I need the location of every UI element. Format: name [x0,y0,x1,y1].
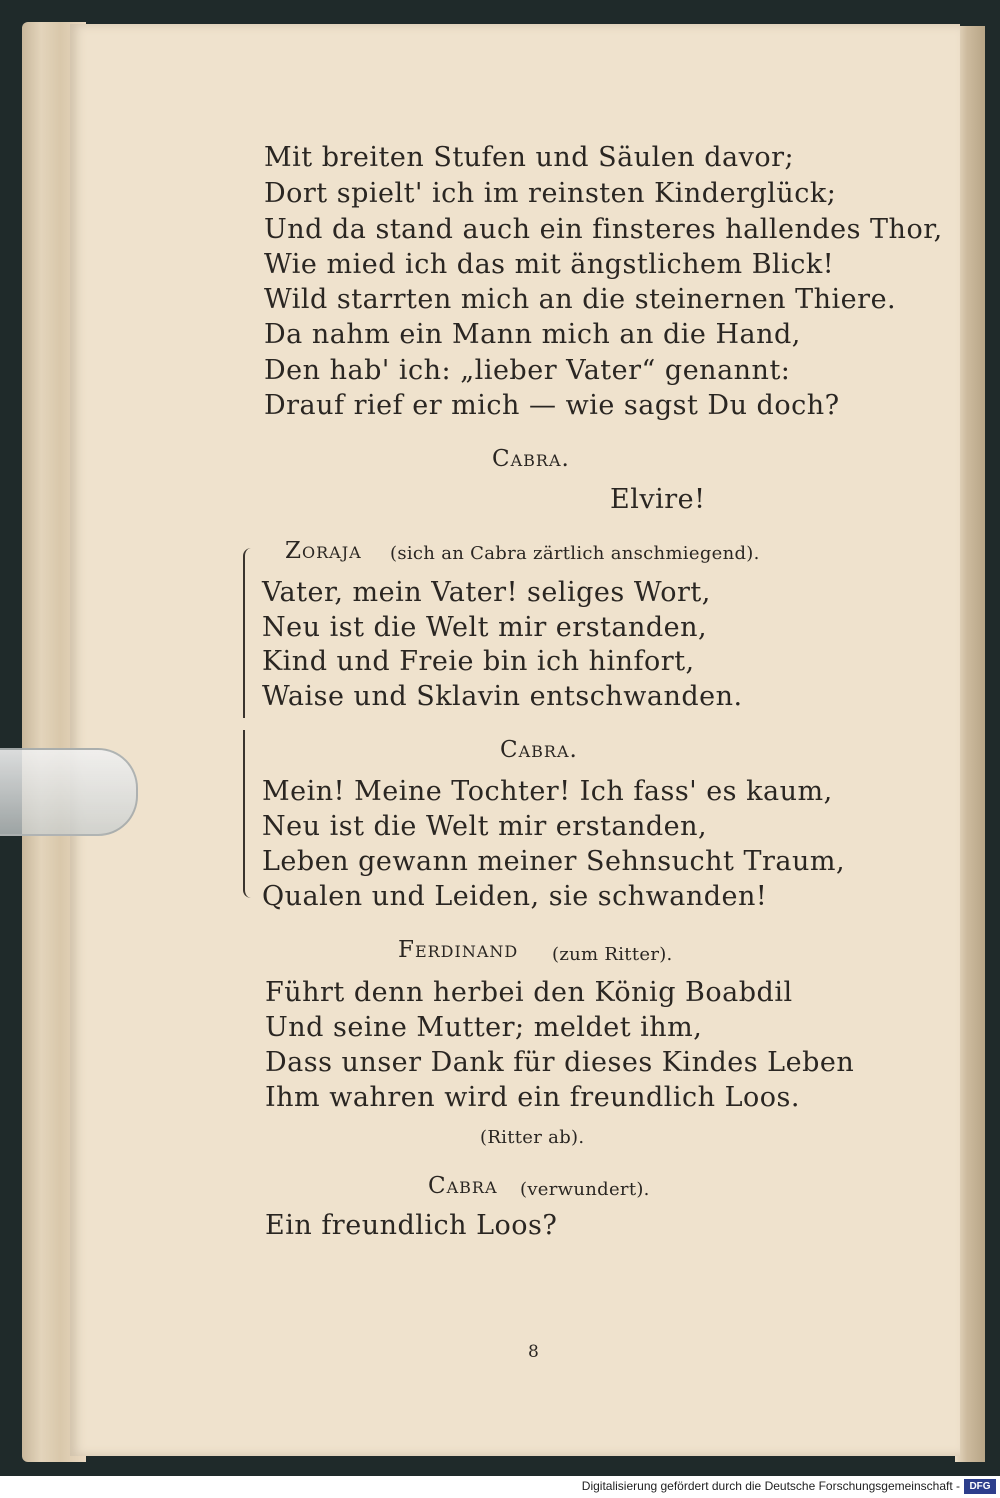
bracket-left-upper [243,548,253,718]
footer-bar [0,1476,1000,1498]
verse-line: Leben gewann meiner Sehnsucht Traum, [262,846,846,877]
stage-direction: (zum Ritter). [552,944,673,965]
stage-direction: (sich an Cabra zärtlich anschmiegend). [390,543,760,564]
verse-line: Da nahm ein Mann mich an die Hand, [264,319,801,350]
speaker-name: Cabra. [492,446,570,472]
verse-line: Den hab' ich: „lieber Vater“ genannt: [264,355,791,386]
verse-line: Elvire! [610,484,706,515]
verse-line: Neu ist die Welt mir erstanden, [262,612,708,643]
verse-line: Wild starrten mich an die steinernen Thiere. [264,284,897,315]
verse-line: Führt denn herbei den König Boabdil [265,977,793,1008]
verse-line: Neu ist die Welt mir erstanden, [262,811,708,842]
verse-line: Dort spielt' ich im reinsten Kinderglück; [264,178,837,209]
verse-line: Mein! Meine Tochter! Ich fass' es kaum, [262,776,833,807]
verse-line: Ihm wahren wird ein freundlich Loos. [265,1082,800,1113]
verse-line: Waise und Sklavin entschwanden. [262,681,743,712]
speaker-name: Ferdinand [398,937,519,963]
page-number: 8 [528,1342,539,1362]
verse-line: Ein freundlich Loos? [265,1210,558,1241]
verse-line: Kind und Freie bin ich hinfort, [262,646,695,677]
footer-credit: Digitalisierung gefördert durch die Deutsche Forschungsgemeinschaft - [581,1479,960,1493]
dfg-logo-icon: DFG [964,1479,996,1494]
verse-line: Und seine Mutter; meldet ihm, [265,1012,703,1043]
stage-direction: (verwundert). [520,1179,650,1200]
verse-line: Und da stand auch ein finsteres hallendes Thor, [264,214,943,245]
speaker-name: Cabra [428,1173,498,1199]
verse-line: Vater, mein Vater! seliges Wort, [262,577,711,608]
verse-line: Drauf rief er mich — wie sagst Du doch? [264,390,840,421]
bracket-left-lower [243,730,253,898]
speaker-name: Cabra. [500,737,578,763]
page-clip [0,748,138,836]
verse-line: Qualen und Leiden, sie schwanden! [262,881,768,912]
speaker-name: Zoraja [285,538,362,564]
verse-line: Wie mied ich das mit ängstlichem Blick! [264,249,835,280]
verse-line: Mit breiten Stufen und Säulen davor; [264,142,795,173]
verse-line: Dass unser Dank für dieses Kindes Leben [265,1047,855,1078]
stage-direction: (Ritter ab). [480,1127,585,1148]
